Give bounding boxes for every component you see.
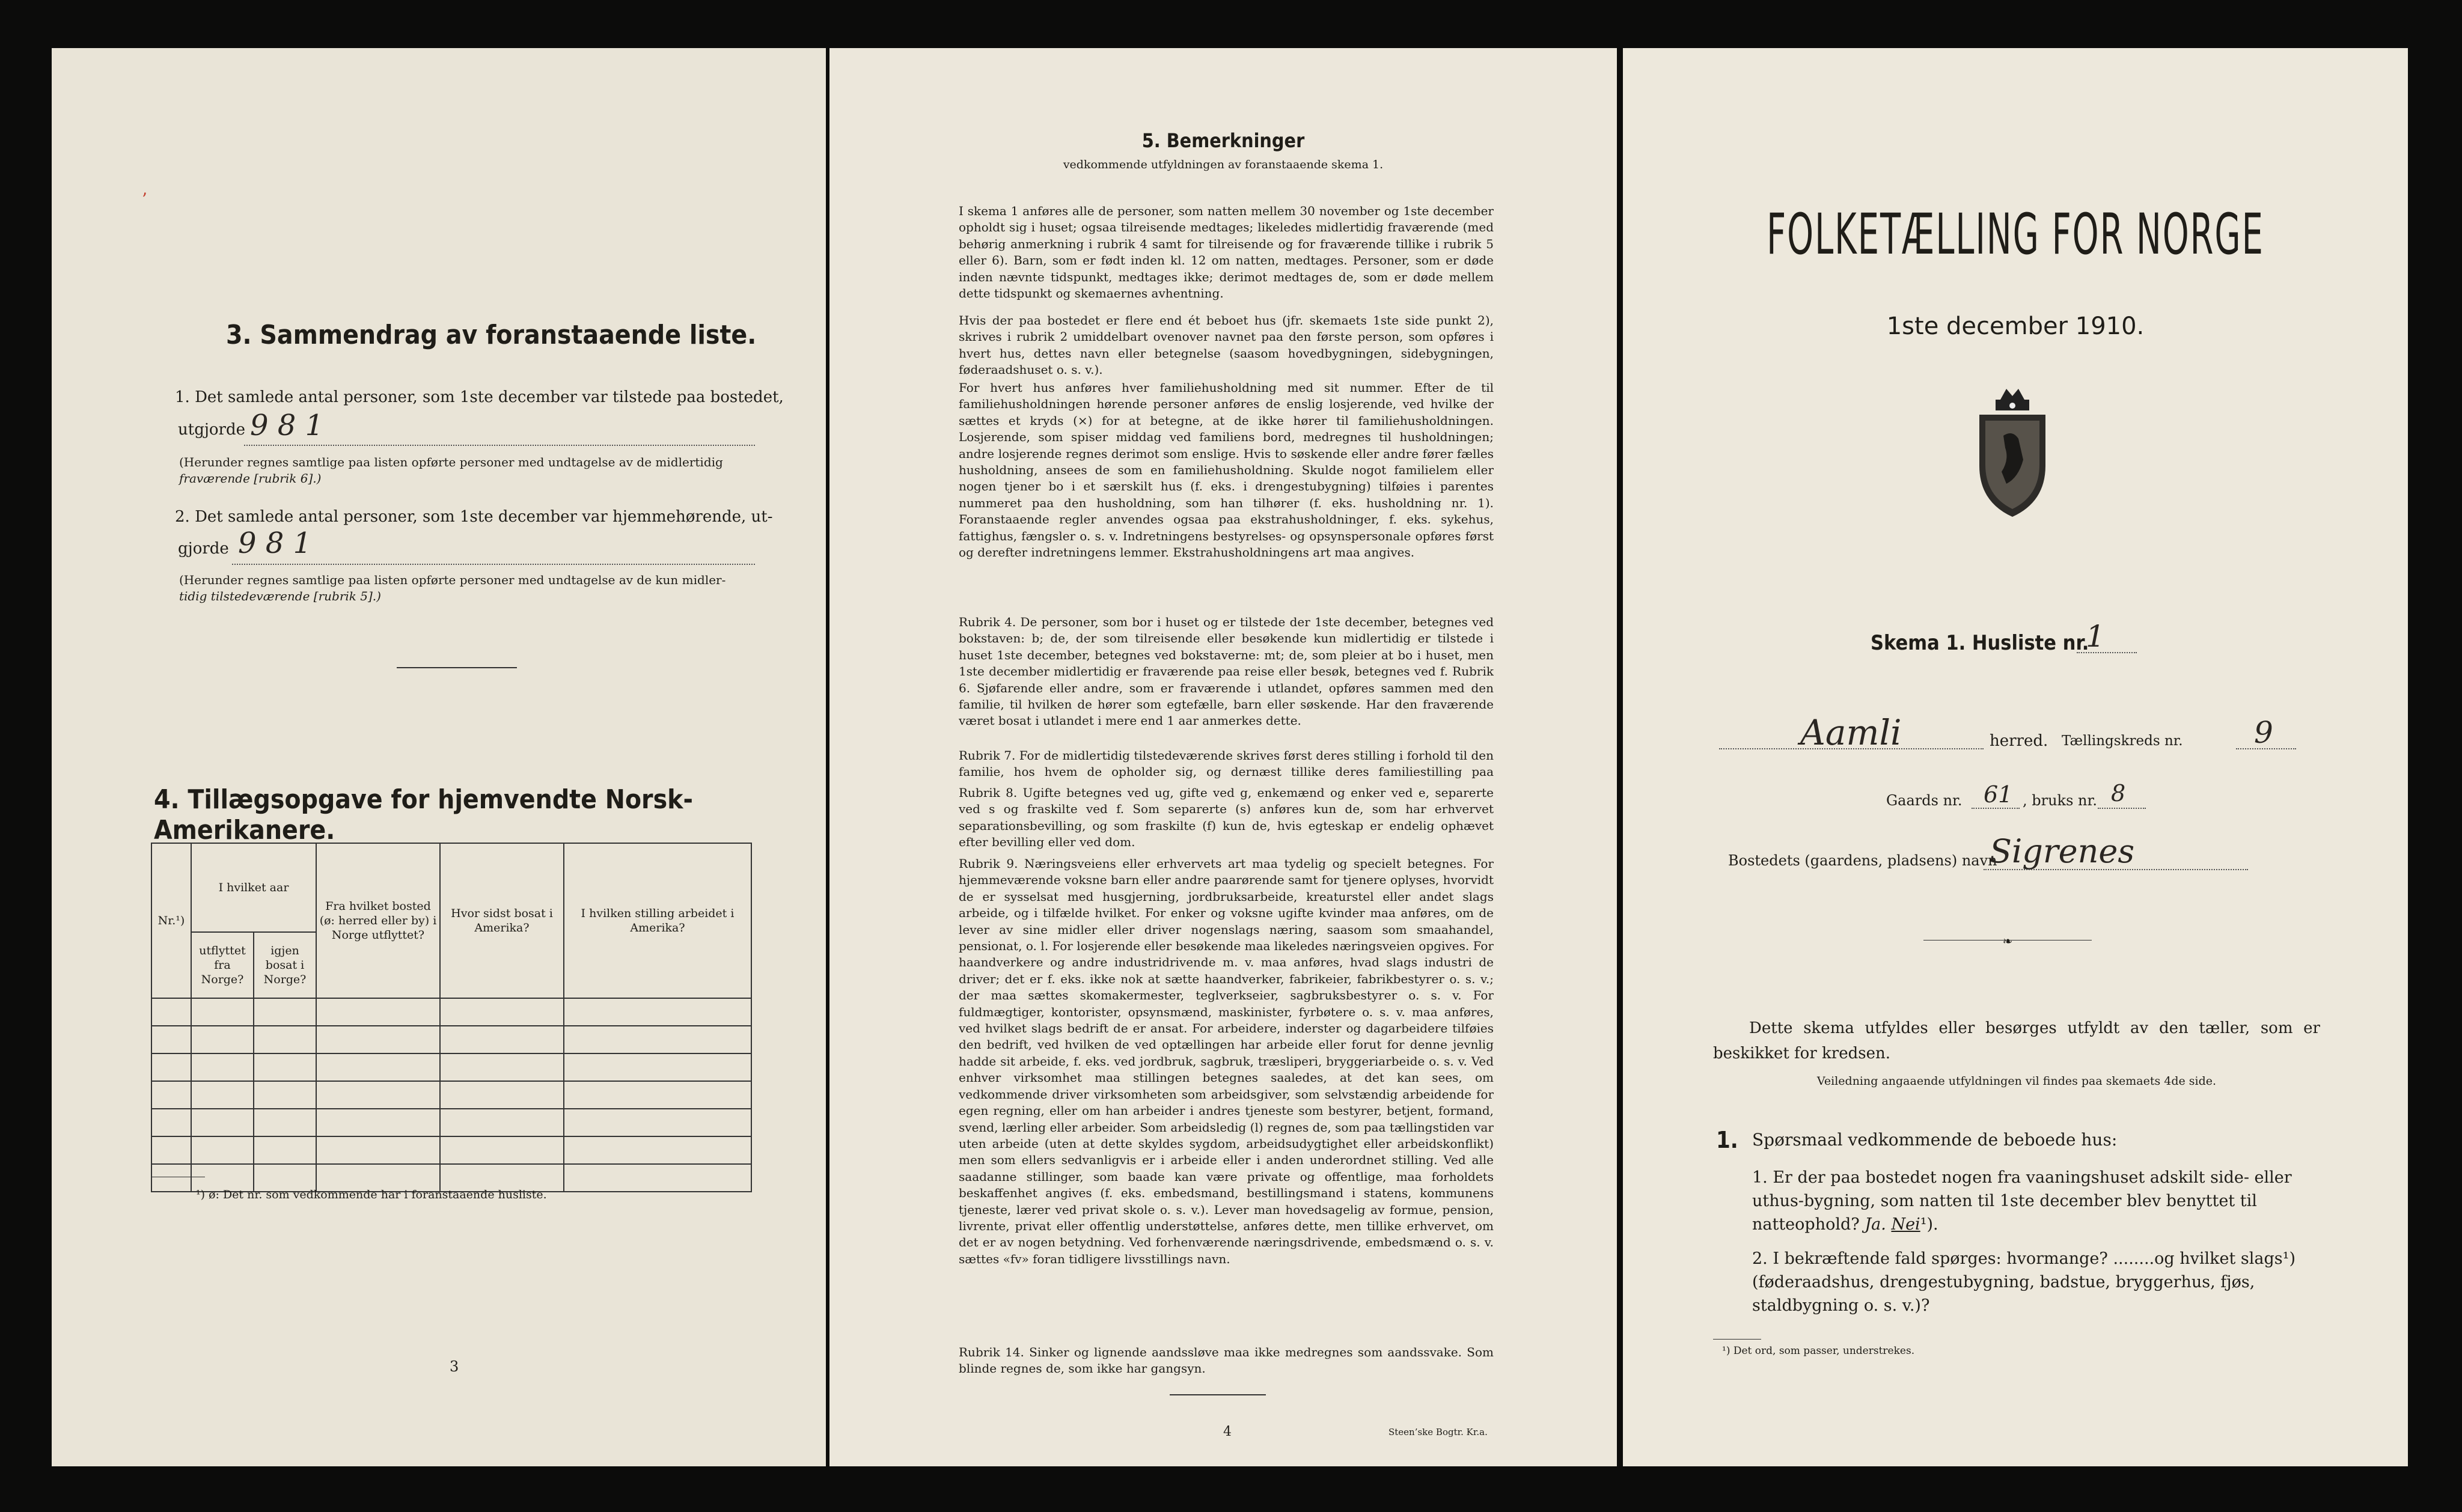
page-left (52, 48, 826, 1466)
q1-text: 1. Det samlede antal personer, som 1ste december var tilstede paa bostedet, (175, 388, 784, 406)
remark-item-7: Rubrik 9. Næringsveiens eller erhvervets art maa tydelig og specielt betegnes. For hjemmeværende voksne barn eller andre paarørende samt for tjenere oplyses, hvorvidt de er sysselsat med husgjerning, jordbruksarbeide, kreaturstel eller andet slags arbeide, og i tilfælde hvilket. For enker og voksne ugifte kvinder maa anføres, om de lever av sine midler eller driver nogenslags næring, saasom som smaahandel, pensionat, o. l. For losjerende eller besøkende maa likeledes næringsveien opgives. For haandverkere og andre industridrivende m. v. maa anføres, hvad slags industri de driver; det er f. eks. ikke nok at sætte haandverker, fabrikeier, fabrikbestyrer o. s. v.; der maa sættes skomakermester, teglverkseier, sagbruksbestyrer o. s. v. For fuldmægtiger, kontorister, opsynsmænd, maskinister, fyrbøtere o. s. v. maa anføres, ved hvilket slags bedrift de er ansat. For arbeidere, inderster og dagarbeidere tilføies den bedrift, ved hvilken de ved optællingen har arbeide eller forut for denne jevnlig hadde sit arbeide, f. eks. ved jordbruk, sagbruk, træsliperi, bryggeriarbeide o. s. v. Ved enhver virksomhet maa stillingen betegnes saaledes, at det kan sees, om vedkommende driver virksomheten som arbeidsgiver, som selvstændig arbeidende for egen regning, eller om han arbeider i andres tjeneste som bestyrer, betjent, formand, svend, lærling eller arbeider. Som arbeidsledig (l) regnes de, som paa tællingstiden var uten arbeide (uten at dette skyldes sygdom, arbeidsudygtighet eller arbeidskonflikt) men som ellers sedvanligvis er i arbeide eller i anden underordnet stilling. Ved alle saadanne stillinger, som baade kan være private og offentlige, maa forholdets beskaffenhet angives (f. eks. embedsmand, bestillingsmand i statens, kommunens tjeneste, lærer ved privat skole o. s. v.). Lever man hovedsagelig av formue, pension, livrente, privat eller offentlig understøttelse, anføres dette, men tillike erhvervet, om det er av nogen betydning. Ved forhenværende næringsdrivende, embedsmænd o. s. v. sættes «fv» foran tidligere livsstillings navn. (959, 856, 1494, 1266)
census-date: 1ste december 1910. (1886, 312, 2145, 340)
question-section-number: 1. (1716, 1127, 1738, 1153)
kreds-value: 9 (2254, 715, 2273, 750)
bruks-value: 8 (2111, 780, 2126, 806)
page-number: 3 (450, 1358, 459, 1375)
question-section-title: Spørsmaal vedkommende de beboede hus: (1752, 1130, 2118, 1150)
col-from-place: Fra hvilket bosted (ø: herred eller by) i Norge utflyttet? (316, 843, 440, 998)
margin-mark: ’ (142, 189, 147, 209)
col-emigrated: utflyttet fra Norge? (191, 932, 254, 998)
bosted-line (1984, 869, 2248, 870)
instruction-note: Veiledning angaaende utfyldningen vil findes paa skemaets 4de side. (1816, 1075, 2217, 1088)
ornament-icon: ❧ (2002, 934, 2013, 948)
schema-label: Skema 1. Husliste nr. (1871, 631, 2089, 655)
q2-dotted-line (232, 564, 755, 565)
gaards-label: Gaards nr. (1886, 792, 1963, 809)
remarks-title: 5. Bemerkninger (1141, 129, 1305, 152)
footnote: ¹) Det ord, som passer, understrekes. (1722, 1345, 1915, 1357)
page-middle (829, 48, 1617, 1466)
gaards-line (1972, 808, 2020, 809)
printer-credit: Steen’ske Bogtr. Kr.a. (1388, 1427, 1488, 1437)
q1-handwritten-value: 9 8 1 (250, 409, 324, 442)
col-nr: Nr.¹) (151, 843, 191, 998)
q1-dotted-line (244, 445, 755, 446)
remark-item-4: Rubrik 4. De personer, som bor i huset og er tilstede der 1ste december, betegnes ved bokstaven: b; de, der som tilreisende eller besøkende kun midlertidig er tilstede i huset 1ste december, betegnes ved bokstaverne: mt; de, som pleier at bo i huset, men 1ste december midlertidig er fraværende paa reise eller besøk, betegnes ved f. Rubrik 6. Sjøfarende eller andre, som er fraværende i utlandet, opføres sammen med den familie, til hvilken de hører som egtefælle, barn eller søskende. Har den fraværende været bosat i utlandet i mere end 1 aar anmerkes dette. (959, 615, 1494, 728)
section-4-title: 4. Tillægsopgave for hjemvendte Norsk-Amerikanere. (154, 784, 693, 846)
divider (397, 667, 517, 668)
q1-note-1: (Herunder regnes samtlige paa listen opførte personer med undtagelse av de midlertidig (179, 455, 723, 469)
q2-prefix: gjorde (178, 540, 229, 558)
table-row (151, 1136, 751, 1164)
house-number-line (2077, 652, 2137, 653)
col-last-residence: Hvor sidst bosat i Amerika? (440, 843, 564, 998)
remarks-subtitle: vedkommende utfyldningen av foranstaaende skema 1. (1063, 158, 1384, 171)
page-right (1623, 48, 2408, 1466)
q1-note-2: fraværende [rubrik 6].) (179, 471, 322, 486)
answer-ja: Ja. (1865, 1215, 1886, 1234)
q1-prefix: utgjorde (178, 421, 246, 439)
herred-label: herred. (1990, 732, 2048, 750)
norsk-amerikaner-table (151, 843, 752, 1192)
footnote: ¹) ø: Det nr. som vedkommende har i foranstaaende husliste. (196, 1188, 547, 1201)
remark-item-5: Rubrik 7. For de midlertidig tilstedeværende skrives først deres stilling i forhold til den familie, hos hvem de opholder sig, og dernæst tillike deres familiestilling paa (959, 748, 1494, 779)
question-2: 2. I bekræftende fald spørges: hvormange? ........og hvilket slags¹) (føderaadshus, drengestubygning, badstue, bryggerhus, fjøs, staldbygning o. s. v.)? (1752, 1249, 2296, 1315)
q2-note-2: tidig tilstedeværende [rubrik 5].) (179, 589, 381, 603)
table-row (151, 1109, 751, 1136)
answer-nei-underlined: Nei (1891, 1215, 1920, 1234)
col-year-group: I hvilket aar (191, 843, 316, 932)
remark-item-3: For hvert hus anføres hver familiehusholdning med sit nummer. Efter de til familiehusholdningen hørende personer anføres de enslig losjerende, ved hvilke der sættes et kryds (×) for at betegne, at de ikke hører til familiehusholdningen. Losjerende, som spiser middag ved familiens bord, medregnes til husholdningen; andre losjerende regnes derimot som enslige. Hvis to søskende eller andre fører fælles husholdning, ansees de som en familiehusholdning. Skulde nogot familielem eller nogen tjener bo i et særskilt hus (f. eks. i drengestubygning) tilføies i parentes nummeret paa den husholdning, som han tilhører (f. eks. husholdning nr. 1). Foranstaaende regler anvendes ogsaa paa ekstrahusholdninger, f. eks. sykehus, fattighus, fængsler o. s. v. Indretningens bestyrelses- og opsynspersonale opføres først og derefter indretningens lemmer. Ekstrahusholdningens art maa angives. (959, 380, 1494, 560)
col-returned: igjen bosat i Norge? (254, 932, 316, 998)
remark-item-1: I skema 1 anføres alle de personer, som natten mellem 30 november og 1ste december opholdt sig i huset; ogsaa tilreisende medtages; likeledes midlertidig fraværende (med behørig anmerkning i rubrik 4 samt for tilreisende og for fraværende tillike i rubrik 5 eller 6). Barn, som er født inden kl. 12 om natten, medtages. Personer, som er døde inden nævnte tidspunkt, medtages ikke; derimot medtages de, som er døde mellem dette tidspunkt og skemaernes avhentning. (959, 204, 1494, 301)
bruks-label: , bruks nr. (2023, 792, 2097, 809)
remark-item-8: Rubrik 14. Sinker og lignende aandssløve maa ikke medregnes som aandssvake. Som blinde regnes de, som ikke har gangsyn. (959, 1345, 1494, 1376)
table-row (151, 1026, 751, 1053)
bosted-label: Bostedets (gaardens, pladsens) navn (1728, 852, 1997, 869)
q2-note-1: (Herunder regnes samtlige paa listen opførte personer med undtagelse av de kun midler- (179, 573, 726, 587)
norway-coat-of-arms-icon (1970, 388, 2054, 520)
house-number-value: 1 (2086, 619, 2105, 654)
remark-item-6: Rubrik 8. Ugifte betegnes ved ug, gifte ved g, enkemænd og enker ved e, separerte ved s og fraskilte ved f. Som separerte (s) anføres kun de, som har erhvervet separationsbevilling, og som fraskilte (f) kun de, hvis egteskap er endelig ophævet efter bevilling eller ved dom. (959, 785, 1494, 850)
col-occupation: I hvilken stilling arbeidet i Amerika? (564, 843, 751, 998)
q2-text: 2. Det samlede antal personer, som 1ste december var hjemmehørende, ut- (175, 508, 773, 526)
herred-value: Aamli (1800, 712, 1902, 753)
remark-item-2: Hvis der paa bostedet er flere end ét beboet hus (jfr. skemaets 1ste side punkt 2), skrives i rubrik 2 umiddelbart ovenover navnet paa den første person, som opføres i hvert hus, dettes navn eller betegnelse (saasom hovedbygningen, sidebygningen, føderaadshuset o. s. v.). (959, 313, 1494, 377)
q2-handwritten-value: 9 8 1 (238, 526, 312, 560)
bosted-value: Sigrenes (1990, 832, 2135, 870)
kreds-label: Tællingskreds nr. (2062, 733, 2183, 749)
census-title: FOLKETÆLLING FOR NORGE (1767, 202, 2264, 267)
table-row (151, 1081, 751, 1109)
instruction-text: Dette skema utfyldes eller besørges utfyldt av den tæller, som er beskikket for kredsen. (1713, 1019, 2320, 1062)
table-row (151, 998, 751, 1026)
gaards-value: 61 (1984, 781, 2013, 808)
page-number: 4 (1223, 1424, 1232, 1439)
footnote-rule (1713, 1339, 1761, 1340)
divider (1170, 1394, 1266, 1395)
kreds-line (2236, 748, 2296, 749)
question-1: 1. Er der paa bostedet nogen fra vaaningshuset adskilt side- eller uthus-bygning, som natten til 1ste december blev benyttet til natteophold? Ja. Nei¹). (1752, 1168, 2292, 1234)
section-3-title: 3. Sammendrag av foranstaaende liste. (226, 320, 757, 350)
bruks-line (2098, 808, 2146, 809)
table-row (151, 1053, 751, 1081)
